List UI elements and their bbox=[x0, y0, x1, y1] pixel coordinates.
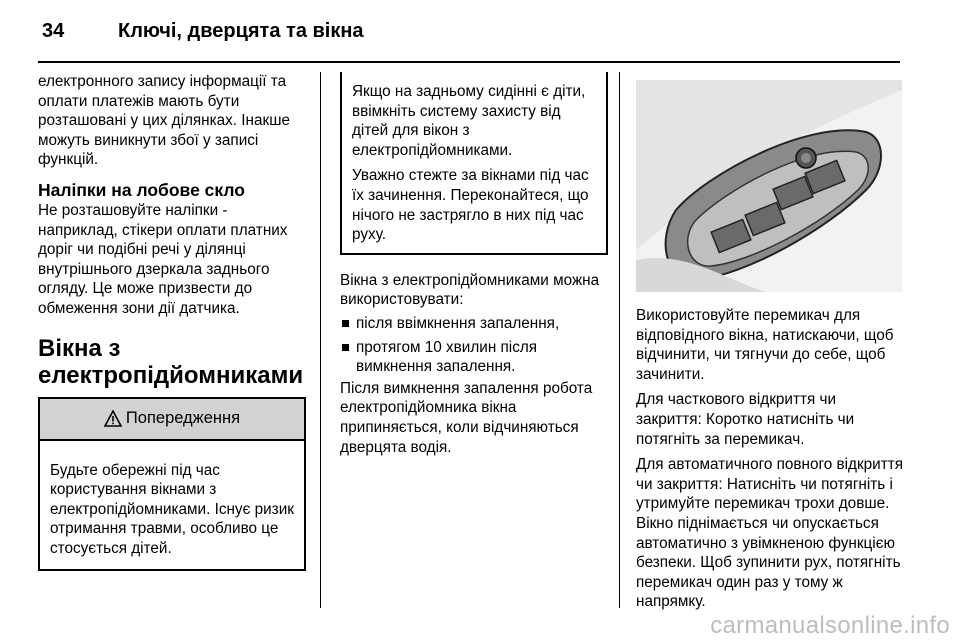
column-divider bbox=[619, 72, 620, 608]
warning-header bbox=[40, 399, 304, 441]
list-item: після ввімкнення запалення, bbox=[340, 314, 608, 334]
warning-box-continued bbox=[340, 72, 608, 255]
warning-triangle-icon bbox=[104, 410, 122, 427]
after-ignition-text: Після вимкнення запалення робота електропідйомника вікна припиняється, коли відчиняються дверцята водія. bbox=[340, 379, 593, 456]
paragraph-2: Для часткового відкриття чи закриття: Коротко натисніть чи потягніть за перемикач. bbox=[636, 391, 855, 448]
box-paragraph-2: Уважно стежте за вікнами під час їх зачинення. Переконайтеся, що нічого не застрягло в них під час руху. bbox=[352, 167, 589, 244]
column-middle bbox=[340, 72, 608, 457]
header-rule bbox=[38, 61, 900, 63]
paragraph-3: Для автоматичного повного відкриття чи закриття: Натисніть чи потягніть і утримуйте перемикач трохи довше. Вікно піднімається чи опускається автоматично з увімкненою функцією безпеки. Щоб зупинити рух, потягніть перемикач один раз у тому ж напрямку. bbox=[636, 456, 903, 611]
usage-intro: Вікна з електропідйомниками можна використовувати: bbox=[340, 271, 600, 309]
watermark: carmanualsonline.info bbox=[710, 612, 950, 639]
usage-list bbox=[340, 314, 608, 377]
stickers-heading: Наліпки на лобове скло bbox=[38, 179, 245, 200]
box-paragraph-1: Якщо на задньому сидінні є діти, ввімкніть систему захисту від дітей для вікон з електропідйомниками. bbox=[352, 83, 586, 159]
list-item: протягом 10 хвилин після вимкнення запалення. bbox=[340, 338, 608, 377]
intro-text: електронного запису інформації та оплати платежів мають бути розташовані у цих ділянках. Інакше можуть виникнути збої у записі функцій. bbox=[38, 73, 290, 169]
column-right bbox=[636, 74, 904, 612]
page-title: Ключі, дверцята та вікна bbox=[118, 20, 364, 42]
page-header bbox=[0, 0, 960, 62]
stickers-text: Не розташовуйте наліпки - наприклад, стікери оплати платних доріг чи подібні речі у ділянці внутрішнього дзеркала заднього огляду. Це може призвести до обмеження зони дії датчика. bbox=[38, 201, 288, 317]
section-heading: Вікна з електропідйомниками bbox=[38, 334, 304, 389]
warning-title: Попередження bbox=[125, 408, 241, 427]
window-switch-panel-illustration bbox=[636, 80, 902, 292]
column-divider bbox=[320, 72, 321, 608]
warning-box bbox=[38, 397, 306, 571]
warning-text: Будьте обережні під час користування вікнами з електропідйомниками. Існує ризик отримання травми, особливо це стосується дітей. bbox=[50, 461, 294, 557]
paragraph-1: Використовуйте перемикач для відповідного вікна, натискаючи, щоб відчинити, чи тягнучи до себе, щоб зачинити. bbox=[636, 307, 894, 383]
page-number: 34 bbox=[42, 20, 65, 42]
column-left bbox=[38, 72, 306, 571]
